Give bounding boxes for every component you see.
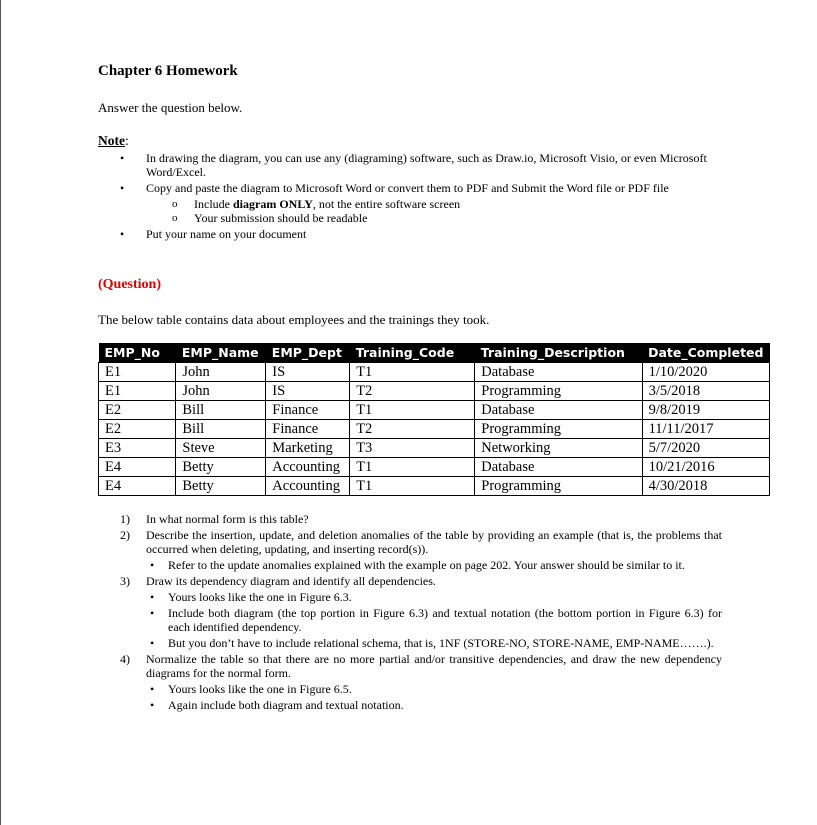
- employee-training-table: [98, 343, 770, 496]
- table-cell: Database: [475, 363, 642, 382]
- table-cell: 3/5/2018: [642, 382, 769, 401]
- subnote-item: o Your submission should be readable: [146, 211, 718, 225]
- notes-list: [98, 151, 718, 243]
- question-bullet: • Include both diagram (the top portion in Figure 6.3) and textual notation (the bottom portion in Figure 6.3) for each identified dependency.: [120, 606, 722, 634]
- table-cell: Programming: [475, 382, 642, 401]
- table-cell: John: [176, 363, 266, 382]
- column-header: Date_Completed: [642, 343, 769, 363]
- question-number: 1): [120, 512, 130, 526]
- page-title: Chapter 6 Homework: [98, 63, 238, 79]
- table-cell: T1: [350, 363, 475, 382]
- question-bullet: • Again include both diagram and textual notation.: [120, 698, 722, 712]
- table-cell: Programming: [475, 420, 642, 439]
- table-cell: E2: [99, 420, 176, 439]
- question-bullet: • But you don’t have to include relational schema, that is, 1NF (STORE-NO, STORE-NAME, EMP-NAME…….).: [120, 636, 722, 650]
- questions-list: [120, 512, 722, 714]
- subnotes-list: [146, 197, 718, 225]
- table-cell: IS: [266, 382, 350, 401]
- column-header: EMP_Dept: [266, 343, 350, 363]
- table-cell: Bill: [176, 401, 266, 420]
- table-cell: IS: [266, 363, 350, 382]
- note-item: • In drawing the diagram, you can use any (diagraming) software, such as Draw.io, Microsoft Visio, or even Microsoft Word/Excel.: [98, 151, 718, 179]
- table-body: [99, 363, 770, 496]
- table-cell: T1: [350, 458, 475, 477]
- table-cell: Programming: [475, 477, 642, 496]
- note-item: • Copy and paste the diagram to Microsoft Word or convert them to PDF and Submit the Word file or PDF file o Include diagram ONLY, not the entire software screen o Your submission should be readable: [98, 181, 718, 225]
- table-cell: Betty: [176, 458, 266, 477]
- question-text: Normalize the table so that there are no more partial and/or transitive dependencies, and draw the new dependency diagrams for the normal form.: [146, 652, 722, 680]
- table-row: [99, 477, 770, 496]
- question-number: 2): [120, 528, 130, 542]
- table-cell: T1: [350, 477, 475, 496]
- table-cell: Database: [475, 458, 642, 477]
- table-cell: E2: [99, 401, 176, 420]
- table-intro: The below table contains data about employees and the trainings they took.: [98, 312, 490, 327]
- column-header: EMP_Name: [176, 343, 266, 363]
- table-row: [99, 458, 770, 477]
- question-number: 3): [120, 574, 130, 588]
- table-cell: T2: [350, 420, 475, 439]
- table-cell: T3: [350, 439, 475, 458]
- table-cell: T2: [350, 382, 475, 401]
- table-row: [99, 401, 770, 420]
- table-cell: 4/30/2018: [642, 477, 769, 496]
- question-item: [120, 528, 722, 556]
- table-cell: Marketing: [266, 439, 350, 458]
- question-text: Describe the insertion, update, and deletion anomalies of the table by providing an example (that is, the problems that occurred when deleting, updating, and inserting record(s)).: [146, 528, 722, 556]
- question-bullet: • Yours looks like the one in Figure 6.3.: [120, 590, 722, 604]
- table-cell: T1: [350, 401, 475, 420]
- column-header: Training_Description: [475, 343, 642, 363]
- table-row: [99, 382, 770, 401]
- table-cell: Finance: [266, 420, 350, 439]
- intro-text: Answer the question below.: [98, 100, 243, 115]
- subnote-item: o Include diagram ONLY, not the entire software screen: [146, 197, 718, 211]
- table-cell: 9/8/2019: [642, 401, 769, 420]
- table-cell: Accounting: [266, 458, 350, 477]
- table-cell: Accounting: [266, 477, 350, 496]
- table-cell: 10/21/2016: [642, 458, 769, 477]
- table-cell: John: [176, 382, 266, 401]
- table-cell: Betty: [176, 477, 266, 496]
- table-cell: 11/11/2017: [642, 420, 769, 439]
- table-cell: Networking: [475, 439, 642, 458]
- table-cell: E4: [99, 477, 176, 496]
- note-item: • Put your name on your document: [98, 227, 718, 241]
- question-bullet: • Yours looks like the one in Figure 6.5.: [120, 682, 722, 696]
- table-cell: 5/7/2020: [642, 439, 769, 458]
- table-cell: 1/10/2020: [642, 363, 769, 382]
- table-cell: Database: [475, 401, 642, 420]
- question-text: In what normal form is this table?: [146, 512, 309, 526]
- table-cell: Steve: [176, 439, 266, 458]
- question-item: [120, 512, 722, 526]
- table-row: [99, 420, 770, 439]
- question-bullet: • Refer to the update anomalies explained with the example on page 202. Your answer should be similar to it.: [120, 558, 722, 572]
- table-cell: E3: [99, 439, 176, 458]
- table-row: [99, 363, 770, 382]
- table-cell: Finance: [266, 401, 350, 420]
- question-number: 4): [120, 652, 130, 666]
- table-cell: E1: [99, 382, 176, 401]
- column-header: EMP_No: [99, 343, 176, 363]
- question-item: [120, 574, 722, 588]
- question-text: Draw its dependency diagram and identify all dependencies.: [146, 574, 436, 588]
- table-cell: Bill: [176, 420, 266, 439]
- table-cell: E4: [99, 458, 176, 477]
- note-label: Note:: [98, 133, 129, 148]
- column-header: Training_Code: [350, 343, 475, 363]
- table-row: [99, 439, 770, 458]
- table-cell: E1: [99, 363, 176, 382]
- question-item: [120, 652, 722, 680]
- question-heading: (Question): [98, 277, 161, 292]
- table-header-row: [99, 343, 770, 363]
